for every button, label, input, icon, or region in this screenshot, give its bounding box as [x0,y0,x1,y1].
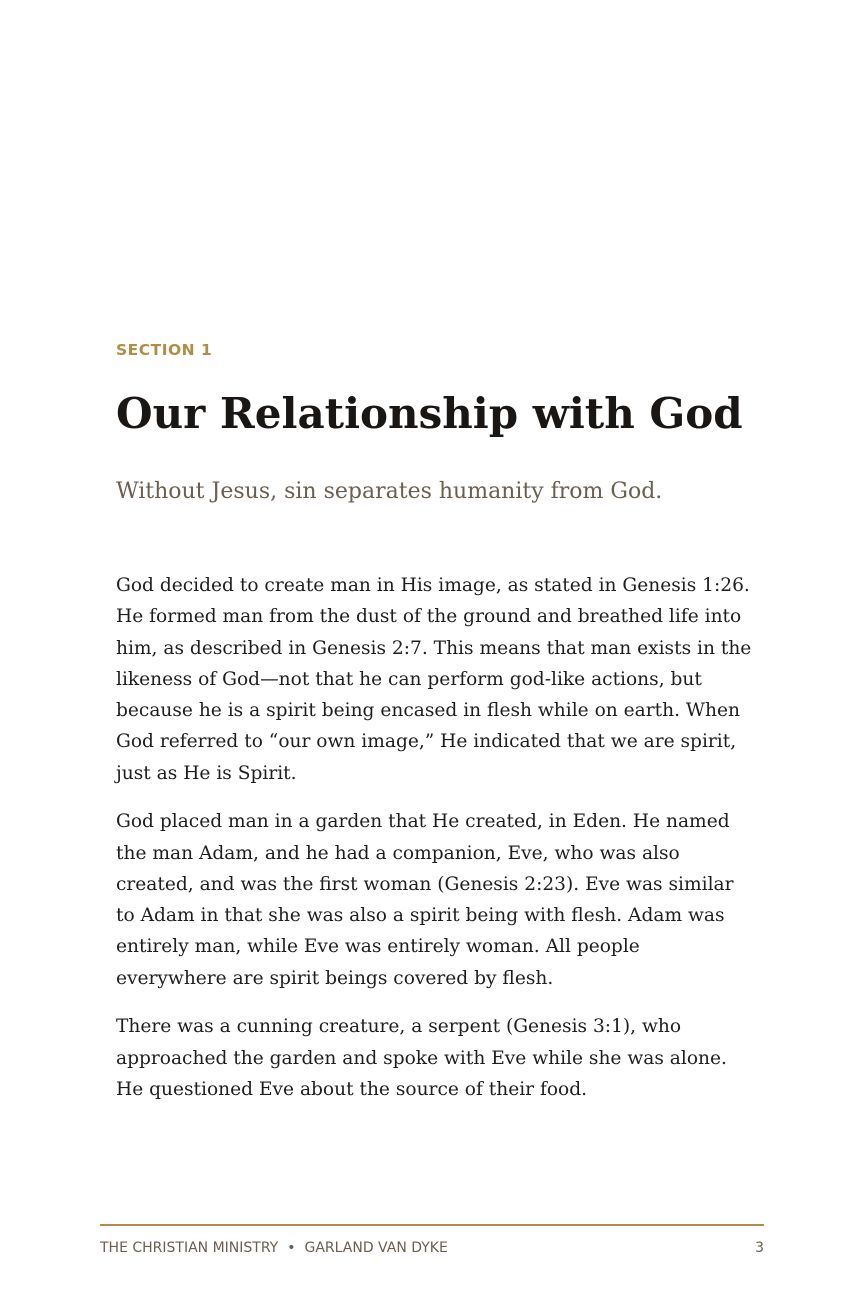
footer-separator: • [287,1240,296,1256]
paragraph: There was a cunning creature, a serpent (Genesis 3:1), who approached the garden and spoke with Eve while she was alone. He questioned Eve about the source of their food. [116,1016,727,1100]
footer-publication: THE CHRISTIAN MINISTRY [100,1240,279,1256]
paragraph: God placed man in a garden that He created, in Eden. He named the man Adam, and he had a companion, Eve, who was also created, and was the first woman (Genesis 2:23). Eve was similar to Adam in that she was also a spirit being with flesh. Adam was entirely man, while Eve was entirely woman. All people everywhere are spirit beings covered by flesh. [116,811,734,989]
footer-running-head [100,1240,448,1256]
page-title: Our Relationship with God [116,389,743,438]
footer-divider [100,1224,764,1226]
footer-author: GARLAND VAN DYKE [304,1240,448,1256]
section-label: SECTION 1 [116,341,213,359]
page-subtitle: Without Jesus, sin separates humanity from God. [116,479,663,504]
paragraph: God decided to create man in His image, as stated in Genesis 1:26. He formed man from the dust of the ground and breathed life into him, as described in Genesis 2:7. This means that man exists in the likeness of God—not that he can perform god-like actions, but because he is a spirit being encased in flesh while on earth. When God referred to “our own image,” He indicated that we are spirit, just as He is Spirit. [116,575,752,784]
page-number: 3 [755,1240,764,1256]
body-text [116,570,756,1123]
